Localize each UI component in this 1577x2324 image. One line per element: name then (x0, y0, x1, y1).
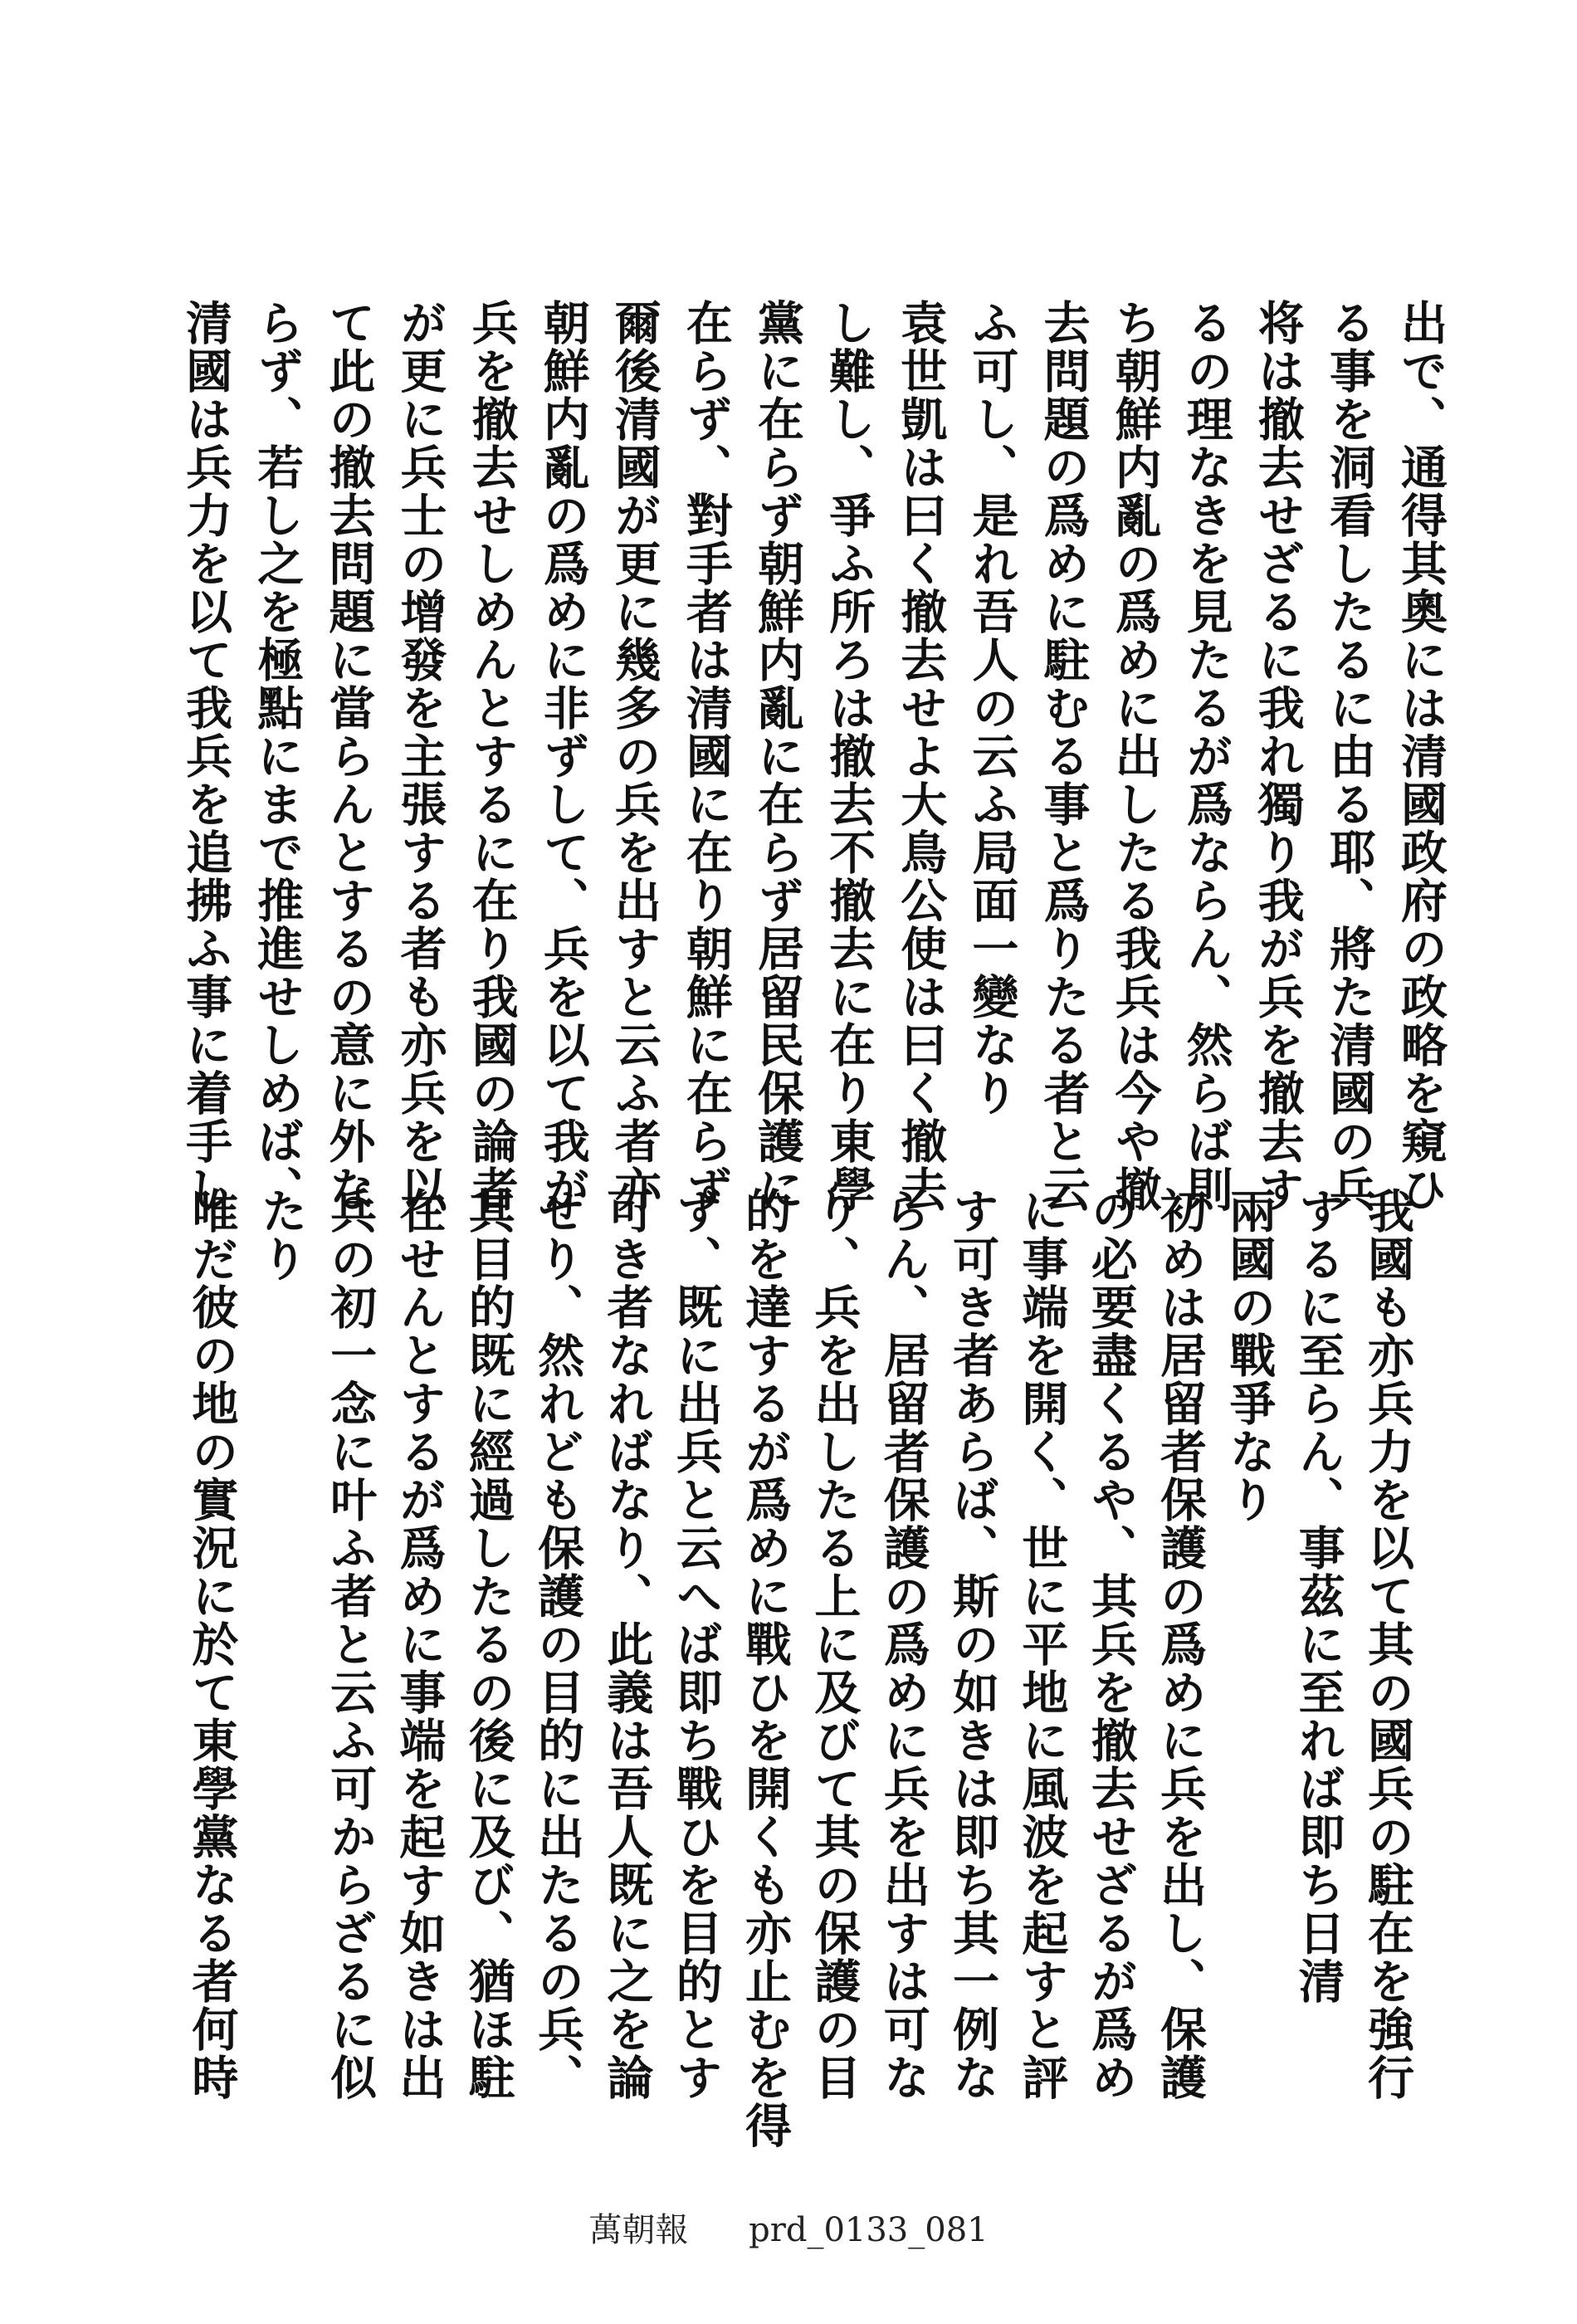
text-column: 去問題の爲めに駐むる事と爲りたる者と云 (1036, 299, 1091, 1213)
text-column: 唯だ彼の地の實況に於て東學黨なる者何時 (184, 1187, 240, 2102)
text-column: たり (253, 1187, 309, 1283)
document-code: prd_0133_081 (749, 2211, 989, 2249)
page-footer (0, 2204, 1577, 2251)
text-column: 袁世凱は曰く撤去せよ大鳥公使は曰く撤去 (893, 299, 949, 1213)
text-column: 爾後清國が更に幾多の兵を出すと云ふ者亦 (607, 299, 662, 1213)
text-column: り、兵を出したる上に及びて其の保護の目 (807, 1187, 862, 2102)
article-block-upper (158, 299, 1448, 1213)
text-column: 朝鮮内亂の爲めに非ずして、兵を以て我が (535, 299, 591, 1213)
text-column: 兵を撤去せしめんとするに在り我國の論者 (464, 299, 520, 1213)
text-column: せり、然れども保護の目的に出たるの兵、 (530, 1187, 586, 2102)
text-column: らん、居留者保護の爲めに兵を出すは可な (876, 1187, 931, 2102)
text-column: す可き者あらば、斯の如きは即ち其一例な (945, 1187, 1001, 2102)
text-column: 在せんとするが爲めに事端を起す如きは出 (392, 1187, 447, 2102)
text-column: 黨に在らず朝鮮内亂に在らず居留民保護に (750, 299, 806, 1213)
text-column: 的を達するが爲めに戰ひを開くも亦止むを得 (738, 1187, 793, 2150)
text-column: る事を洞看したるに由る耶、將た清國の兵 (1321, 299, 1377, 1213)
text-column: 兵の初一念に叶ふ者と云ふ可からざるに似 (323, 1187, 378, 2102)
text-column: の必要盡くるや、其兵を撤去せざるが爲め (1083, 1187, 1139, 2102)
text-column: 可き者なればなり、此義は吾人既に之を論 (599, 1187, 655, 2102)
text-column: ず、既に出兵と云へば即ち戰ひを目的とす (668, 1187, 724, 2102)
text-column: 其目的既に經過したるの後に及び、猶ほ駐 (461, 1187, 516, 2102)
text-column: 兩國の戰爭なり (1222, 1187, 1277, 1524)
text-column: 我國も亦兵力を以て其の國兵の駐在を強行 (1360, 1187, 1415, 2102)
article-block-lower (166, 1187, 1415, 2150)
text-column: が更に兵士の增發を主張する者も亦兵を以 (393, 299, 448, 1213)
text-column: 将は撤去せざるに我れ獨り我が兵を撤去す (1250, 299, 1306, 1213)
text-column: ふ可し、是れ吾人の云ふ局面一變なり (964, 299, 1020, 1117)
publication-name: 萬朝報 (588, 2211, 689, 2249)
text-column: ち朝鮮内亂の爲めに出したる我兵は今や撤 (1107, 299, 1163, 1213)
text-column: らず、若し之を極點にまで推進せしめば、 (250, 299, 305, 1213)
text-column: し難し、爭ふ所ろは撤去不撤去に在り東學 (822, 299, 877, 1213)
text-column: 在らず、對手者は清國に在り朝鮮に在らず (678, 299, 734, 1213)
text-column: に事端を開く、世に平地に風波を起すと評 (1014, 1187, 1070, 2102)
text-column: 初めは居留者保護の爲めに兵を出し、保護 (1153, 1187, 1208, 2102)
text-column: て此の撤去問題に當らんとするの意に外な (321, 299, 377, 1213)
text-column: るの理なきを見たるが爲ならん、然らば則 (1179, 299, 1234, 1213)
text-column: 出で、通得其奧には清國政府の政略を窺ひ (1394, 299, 1448, 1213)
text-column: するに至らん、事茲に至れば即ち日清 (1291, 1187, 1346, 2005)
text-column: 清國は兵力を以て我兵を追拂ふ事に着手し (178, 299, 234, 1213)
